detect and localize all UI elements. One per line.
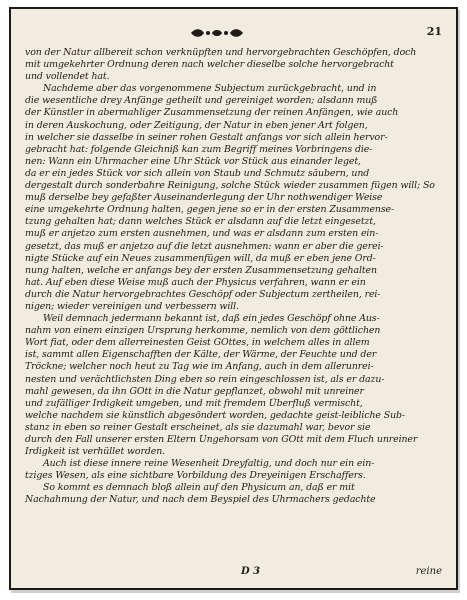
- text-line: muß er anjetzo zum ersten ausnehmen, und was er alsdann zum ersten ein-: [25, 228, 379, 240]
- text-line: tzung gehalten hat; dann welches Stück er alsdann auf die letzt eingesetzt,: [25, 216, 376, 228]
- text-line: durch den Fall unserer ersten Eltern Ungehorsam von GOtt mit dem Fluch unreiner: [25, 434, 418, 445]
- text-line: von der Natur allbereit schon verknüpften und hervorgebrachten Geschöpfen, doch: [25, 47, 417, 58]
- text-line: nigen; wieder vereinigen und verbessern will.: [25, 300, 239, 312]
- text-line: nigte Stücke auf ein Neues zusammenfügen will, da muß er eben jene Ord-: [25, 252, 376, 264]
- text-line: und zufälliger Irdigkeit umgeben, und mit fremdem Überfluß vermischt,: [25, 397, 363, 409]
- page-header: [25, 21, 446, 49]
- text-line: gesetzt, das muß er anjetzo auf die letzt ausnehmen: wann er aber die gerei-: [25, 240, 384, 252]
- book-page: [9, 7, 458, 590]
- signature-mark: D 3: [241, 566, 261, 577]
- text-line: tziges Wesen, als eine sichtbare Vorbildung des Dreyeinigen Erschaffers.: [25, 470, 366, 482]
- text-line: mit umgekehrter Ordnung deren nach welcher dieselbe solche hervorgebracht: [25, 59, 394, 71]
- text-line: gebracht hat: folgende Gleichniß kan zum Begriff meines Vorbringens die-: [25, 143, 373, 155]
- text-line: in deren Auskochung, oder Zeitigung, der Natur in eben jener Art folgen,: [25, 119, 368, 131]
- text-line: So kommt es demnach bloß allein auf den Physicum an, daß er mit: [43, 482, 355, 494]
- text-line: dergestalt durch sonderbahre Reinigung, solche Stück wieder zusammen fügen will; So: [25, 180, 435, 192]
- text-line: und vollendet hat.: [25, 71, 110, 83]
- catchword: reine: [415, 566, 442, 577]
- text-line: hat. Auf eben diese Weise muß auch der Physicus verfahren, wann er ein: [25, 276, 366, 288]
- text-line: muß derselbe bey gefaßter Auseinanderlegung der Uhr nothwendiger Weise: [25, 192, 383, 204]
- text-line: da er ein jedes Stück vor sich allein von Staub und Schmutz säubern, und: [25, 167, 370, 179]
- text-line: Auch ist diese innere reine Wesenheit Dreyfaltig, und doch nur ein ein-: [43, 458, 375, 470]
- text-line: stanz in eben so reiner Gestalt erscheinet, als sie dazumahl war, bevor sie: [25, 421, 371, 433]
- text-line: Tröckne; welcher noch heut zu Tag wie im Anfang, auch in dem allerunrei-: [25, 361, 374, 373]
- text-line: mahl gewesen, da ihn GOtt in die Natur gepflanzet, obwohl mit unreiner: [25, 385, 364, 397]
- text-line: Nachahmung der Natur, und nach dem Beyspiel des Uhrmachers gedachte: [25, 494, 376, 506]
- text-line: der Künstler in abermahliger Zusammensetzung der reinen Anfängen, wie auch: [25, 107, 399, 119]
- text-line: Nachdeme aber das vorgenommene Subjectum zurückgebracht, und in: [43, 83, 377, 95]
- text-line: ist, sammt allen Eigenschafften der Kälte, der Wärme, der Feuchte und der: [25, 349, 377, 361]
- text-line: nen: Wann ein Uhrmacher eine Uhr Stück vor Stück aus einander leget,: [25, 155, 361, 167]
- text-line: eine umgekehrte Ordnung halten, gegen jene so er in der ersten Zusammense-: [25, 204, 395, 216]
- text-line: durch die Natur hervorgebrachtes Geschöpf oder Subjectum zertheilen, rei-: [25, 288, 381, 300]
- text-line: welche nachdem sie künstlich abgesöndert worden, gedachte geist-leibliche Sub-: [25, 409, 405, 421]
- text-line: Wort fiat, oder dem allerreinesten Geist GOttes, in welchem alles in allem: [25, 337, 370, 349]
- text-line: die wesentliche drey Anfänge getheilt und gereiniget worden; alsdann muß: [25, 95, 378, 107]
- page-footer: [25, 566, 446, 580]
- text-line: nahm von einem einzigen Ursprung herkomme, nemlich von dem göttlichen: [25, 325, 381, 337]
- text-line: nung halten, welche er anfangs bey der ersten Zusammensetzung gehalten: [25, 264, 377, 276]
- page-number: 21: [426, 25, 442, 38]
- body-text: [25, 47, 437, 507]
- page-content: [25, 21, 446, 578]
- text-line: Irdigkeit ist verhüllet worden.: [25, 446, 166, 458]
- text-line: in welcher sie dasselbe in seiner rohen Gestalt anfangs vor sich allein hervor-: [25, 131, 388, 143]
- text-line: Weil demnach jedermann bekannt ist, daß ein jedes Geschöpf ohne Aus-: [43, 313, 380, 325]
- fleuron-ornament-icon: [187, 27, 247, 39]
- text-line: nesten und verächtlichsten Ding eben so rein eingeschlossen ist, als er dazu-: [25, 373, 385, 385]
